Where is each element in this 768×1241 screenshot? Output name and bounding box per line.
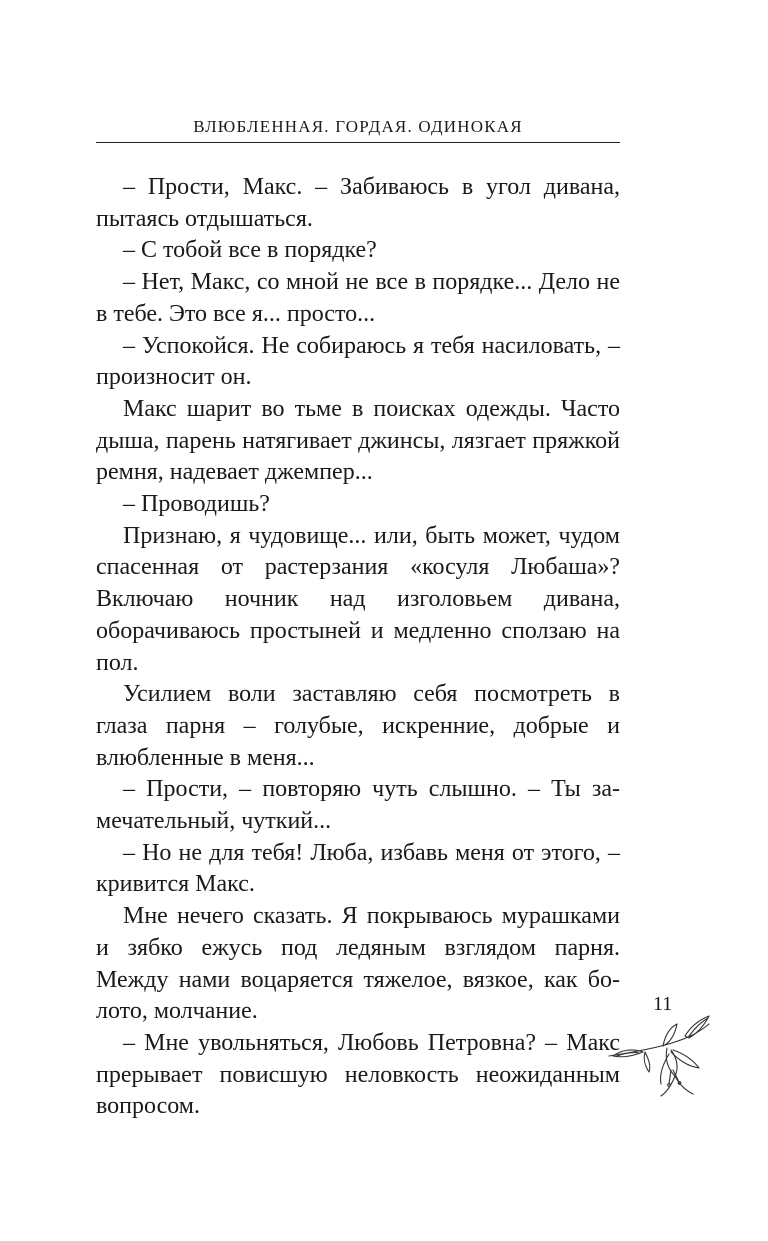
paragraph: Макс шарит во тьме в поисках одежды. Часто дыша, парень натягивает джинсы, лязгает пряжкой ремня, надевает джемпер... bbox=[96, 395, 620, 486]
paragraph: Усилием воли заставляю себя посмотреть в глаза парня – голубые, искренние, добрые и влюбленные в меня... bbox=[96, 681, 620, 771]
lily-flower-icon bbox=[605, 1012, 715, 1100]
paragraph: – Прости, Макс. – Забиваюсь в угол дивана, пытаясь отдышаться. bbox=[96, 174, 620, 232]
header-rule bbox=[96, 142, 620, 143]
running-title: ВЛЮБЛЕННАЯ. ГОРДАЯ. ОДИНОКАЯ bbox=[193, 117, 523, 136]
paragraph: Мне нечего сказать. Я покрываюсь мурашками и зябко ежусь под ледяным взглядом парня. Между нами воцаряется тяжелое, вязкое, как болото, молчание. bbox=[96, 903, 620, 1025]
body-text bbox=[96, 172, 620, 1123]
paragraph: – Прости, – повторяю чуть слышно. – Ты замечательный, чуткий... bbox=[96, 776, 620, 835]
paragraph: Признаю, я чудовище... или, быть может, чудом спасенная от растерзания «косуля Любаша»? Включаю ночник над изголовьем дивана, оборачиваюсь простыней и медленно сползаю на пол. bbox=[96, 522, 620, 676]
paragraph: – Мне увольняться, Любовь Петровна? – Макс прерывает повисшую неловкость неожиданным вопросом. bbox=[96, 1029, 620, 1120]
page-number: 11 bbox=[653, 993, 673, 1015]
paragraph: – Проводишь? bbox=[123, 491, 270, 518]
paragraph: – Нет, Макс, со мной не все в порядке... Дело не в тебе. Это все я... просто... bbox=[96, 269, 620, 327]
paragraph: – С тобой все в порядке? bbox=[123, 237, 377, 264]
paragraph: – Успокойся. Не собираюсь я тебя насиловать, – произносит он. bbox=[96, 332, 620, 391]
paragraph: – Но не для тебя! Люба, избавь меня от этого, – кривится Макс. bbox=[96, 839, 620, 898]
